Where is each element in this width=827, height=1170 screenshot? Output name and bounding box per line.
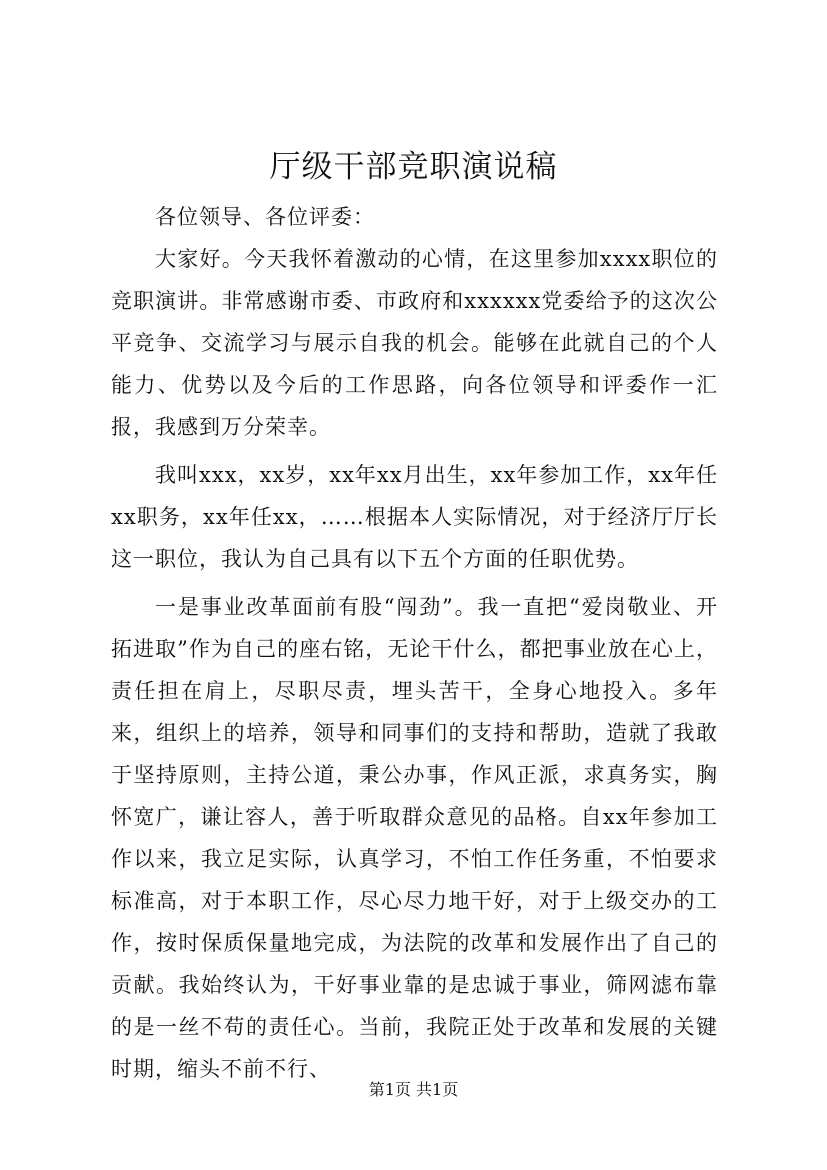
document-body <box>111 196 718 1090</box>
paragraph-2: 我叫xxx，xx岁，xx年xx月出生，xx年参加工作，xx年任xx职务，xx年任xx，……根据本人实际情况，对于经济厅厅长这一职位，我认为自己具有以下五个方面的任职优势。 <box>111 463 718 571</box>
page-footer: 第1页 共1页 <box>368 1080 459 1099</box>
paragraph-1: 大家好。今天我怀着激动的心情，在这里参加xxxx职位的竞职演讲。非常感谢市委、市政府和xxxxxx党委给予的这次公平竞争、交流学习与展示自我的机会。能够在此就自己的个人能力、优势以及今后的工作思路，向各位领导和评委作一汇报，我感到万分荣幸。 <box>111 247 718 439</box>
paragraph-3: 一是事业改革面前有股“闯劲”。我一直把“爱岗敬业、开拓进取”作为自己的座右铭，无论干什么，都把事业放在心上，责任担在肩上，尽职尽责，埋头苦干，全身心地投入。多年来，组织上的培养，领导和同事们的支持和帮助，造就了我敢于坚持原则，主持公道，秉公办事，作风正派，求真务实，胸怀宽广，谦让容人，善于听取群众意见的品格。自xx年参加工作以来，我立足实际，认真学习，不怕工作任务重，不怕要求标准高，对于本职工作，尽心尽力地干好，对于上级交办的工作，按时保质保量地完成，为法院的改革和发展作出了自己的贡献。我始终认为，干好事业靠的是忠诚于事业，筛网滤布靠的是一丝不苟的责任心。当前，我院正处于改革和发展的关键时期，缩头不前不行、 <box>111 595 718 1081</box>
document-title: 厅级干部竞职演说稿 <box>269 149 558 185</box>
salutation: 各位领导、各位评委： <box>155 205 375 229</box>
